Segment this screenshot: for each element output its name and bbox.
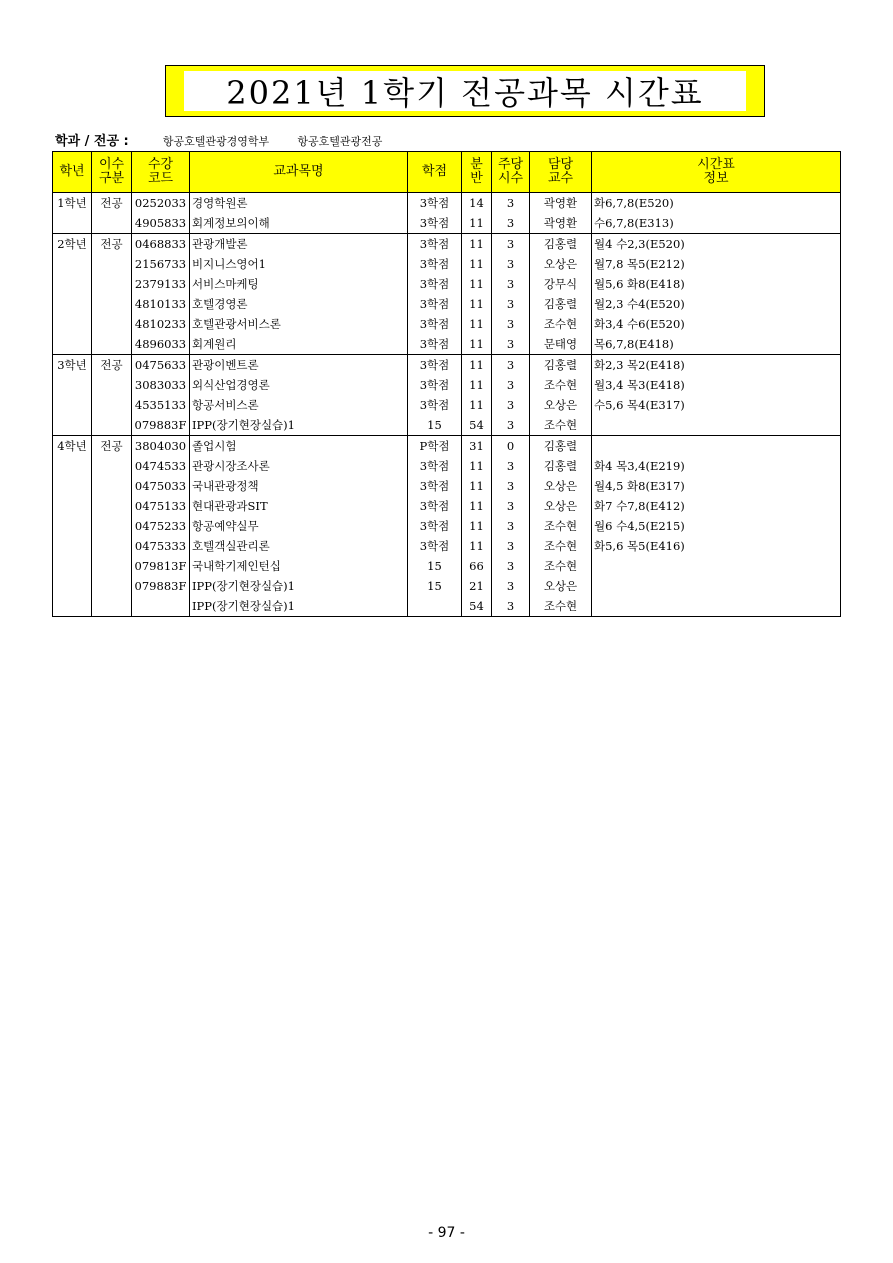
cell-schedule bbox=[592, 415, 841, 436]
cell-course-code: 3804030 bbox=[132, 436, 190, 457]
cell-weekly-hours: 3 bbox=[492, 576, 530, 596]
cell-credit: 3학점 bbox=[408, 193, 462, 214]
cell-credit: P학점 bbox=[408, 436, 462, 457]
cell-course-code: 4905833 bbox=[132, 213, 190, 234]
cell-year bbox=[53, 516, 92, 536]
cell-professor: 강무식 bbox=[530, 274, 592, 294]
cell-course-code: 079883F bbox=[132, 576, 190, 596]
cell-professor: 조수현 bbox=[530, 556, 592, 576]
cell-course-name: 항공서비스론 bbox=[190, 395, 408, 415]
header-section: 분 반 bbox=[462, 152, 492, 193]
cell-section: 11 bbox=[462, 496, 492, 516]
cell-section: 11 bbox=[462, 375, 492, 395]
cell-weekly-hours: 3 bbox=[492, 395, 530, 415]
cell-schedule: 화7 수7,8(E412) bbox=[592, 496, 841, 516]
page-number: - 97 - bbox=[428, 1225, 465, 1241]
cell-year bbox=[53, 476, 92, 496]
header-hours: 주당 시수 bbox=[492, 152, 530, 193]
cell-type: 전공 bbox=[92, 436, 132, 457]
table-row bbox=[53, 234, 841, 255]
table-row bbox=[53, 596, 841, 617]
table-row bbox=[53, 294, 841, 314]
cell-year: 2학년 bbox=[53, 234, 92, 255]
cell-course-code: 4535133 bbox=[132, 395, 190, 415]
header-professor: 담당 교수 bbox=[530, 152, 592, 193]
cell-credit: 3학점 bbox=[408, 213, 462, 234]
cell-weekly-hours: 3 bbox=[492, 415, 530, 436]
cell-professor: 조수현 bbox=[530, 596, 592, 617]
cell-year: 1학년 bbox=[53, 193, 92, 214]
cell-schedule: 월2,3 수4(E520) bbox=[592, 294, 841, 314]
cell-course-code bbox=[132, 596, 190, 617]
cell-year bbox=[53, 213, 92, 234]
cell-section: 11 bbox=[462, 254, 492, 274]
cell-course-name: 회계원리 bbox=[190, 334, 408, 355]
cell-section: 11 bbox=[462, 314, 492, 334]
cell-schedule: 월5,6 화8(E418) bbox=[592, 274, 841, 294]
cell-type bbox=[92, 456, 132, 476]
cell-year bbox=[53, 274, 92, 294]
table-row bbox=[53, 254, 841, 274]
cell-type: 전공 bbox=[92, 234, 132, 255]
table-row bbox=[53, 476, 841, 496]
table-row bbox=[53, 516, 841, 536]
cell-credit: 3학점 bbox=[408, 355, 462, 376]
cell-course-name: 관광이벤트론 bbox=[190, 355, 408, 376]
cell-course-name: 호텔관광서비스론 bbox=[190, 314, 408, 334]
cell-weekly-hours: 3 bbox=[492, 334, 530, 355]
cell-credit: 15 bbox=[408, 415, 462, 436]
cell-professor: 조수현 bbox=[530, 314, 592, 334]
cell-schedule: 목6,7,8(E418) bbox=[592, 334, 841, 355]
cell-schedule bbox=[592, 436, 841, 457]
cell-weekly-hours: 3 bbox=[492, 294, 530, 314]
cell-section: 11 bbox=[462, 213, 492, 234]
cell-weekly-hours: 3 bbox=[492, 375, 530, 395]
cell-schedule bbox=[592, 576, 841, 596]
table-row bbox=[53, 314, 841, 334]
cell-course-code: 0475233 bbox=[132, 516, 190, 536]
cell-professor: 조수현 bbox=[530, 536, 592, 556]
cell-course-name: IPP(장기현장실습)1 bbox=[190, 415, 408, 436]
cell-section: 11 bbox=[462, 456, 492, 476]
cell-weekly-hours: 3 bbox=[492, 274, 530, 294]
cell-credit: 3학점 bbox=[408, 254, 462, 274]
cell-schedule: 화5,6 목5(E416) bbox=[592, 536, 841, 556]
cell-type bbox=[92, 274, 132, 294]
cell-credit: 3학점 bbox=[408, 334, 462, 355]
header-row bbox=[53, 152, 841, 193]
cell-schedule: 화3,4 수6(E520) bbox=[592, 314, 841, 334]
cell-course-name: 비지니스영어1 bbox=[190, 254, 408, 274]
cell-weekly-hours: 3 bbox=[492, 193, 530, 214]
cell-section: 21 bbox=[462, 576, 492, 596]
cell-course-code: 4810233 bbox=[132, 314, 190, 334]
cell-course-code: 0468833 bbox=[132, 234, 190, 255]
cell-section: 11 bbox=[462, 536, 492, 556]
cell-professor: 곽영환 bbox=[530, 213, 592, 234]
cell-course-name: 관광개발론 bbox=[190, 234, 408, 255]
cell-type bbox=[92, 516, 132, 536]
cell-weekly-hours: 3 bbox=[492, 596, 530, 617]
cell-type bbox=[92, 576, 132, 596]
cell-professor: 김홍렬 bbox=[530, 294, 592, 314]
cell-type bbox=[92, 596, 132, 617]
cell-course-code: 4896033 bbox=[132, 334, 190, 355]
cell-weekly-hours: 3 bbox=[492, 496, 530, 516]
cell-course-name: 관광시장조사론 bbox=[190, 456, 408, 476]
cell-type bbox=[92, 476, 132, 496]
cell-section: 66 bbox=[462, 556, 492, 576]
cell-schedule: 월7,8 목5(E212) bbox=[592, 254, 841, 274]
cell-course-code: 0475333 bbox=[132, 536, 190, 556]
cell-section: 11 bbox=[462, 294, 492, 314]
major-name: 항공호텔관광전공 bbox=[297, 135, 383, 148]
cell-type bbox=[92, 213, 132, 234]
cell-schedule bbox=[592, 556, 841, 576]
cell-type bbox=[92, 294, 132, 314]
cell-weekly-hours: 3 bbox=[492, 213, 530, 234]
cell-course-name: 국내학기제인턴십 bbox=[190, 556, 408, 576]
cell-year bbox=[53, 254, 92, 274]
table-row bbox=[53, 576, 841, 596]
table-row bbox=[53, 436, 841, 457]
cell-course-name: 호텔객실관리론 bbox=[190, 536, 408, 556]
cell-weekly-hours: 3 bbox=[492, 355, 530, 376]
cell-course-name: 현대관광과SIT bbox=[190, 496, 408, 516]
cell-year bbox=[53, 456, 92, 476]
table-row bbox=[53, 193, 841, 214]
cell-year bbox=[53, 395, 92, 415]
table-row bbox=[53, 355, 841, 376]
cell-course-name: 서비스마케팅 bbox=[190, 274, 408, 294]
header-year: 학년 bbox=[53, 152, 92, 193]
cell-year bbox=[53, 496, 92, 516]
table-row bbox=[53, 395, 841, 415]
cell-type bbox=[92, 536, 132, 556]
cell-professor: 조수현 bbox=[530, 415, 592, 436]
cell-year bbox=[53, 596, 92, 617]
table-row bbox=[53, 274, 841, 294]
cell-type bbox=[92, 314, 132, 334]
cell-credit: 3학점 bbox=[408, 395, 462, 415]
cell-schedule: 화2,3 목2(E418) bbox=[592, 355, 841, 376]
cell-course-name: 외식산업경영론 bbox=[190, 375, 408, 395]
cell-credit: 3학점 bbox=[408, 456, 462, 476]
cell-course-name: 국내관광정책 bbox=[190, 476, 408, 496]
cell-course-name: 졸업시험 bbox=[190, 436, 408, 457]
cell-schedule: 월4,5 화8(E317) bbox=[592, 476, 841, 496]
cell-schedule: 월4 수2,3(E520) bbox=[592, 234, 841, 255]
cell-year: 4학년 bbox=[53, 436, 92, 457]
cell-credit: 3학점 bbox=[408, 375, 462, 395]
cell-schedule bbox=[592, 596, 841, 617]
cell-year bbox=[53, 314, 92, 334]
cell-weekly-hours: 3 bbox=[492, 254, 530, 274]
header-code: 수강 코드 bbox=[132, 152, 190, 193]
department-line bbox=[55, 130, 406, 149]
cell-schedule: 수5,6 목4(E317) bbox=[592, 395, 841, 415]
cell-section: 31 bbox=[462, 436, 492, 457]
cell-section: 54 bbox=[462, 415, 492, 436]
cell-professor: 김홍렬 bbox=[530, 456, 592, 476]
cell-schedule: 화6,7,8(E520) bbox=[592, 193, 841, 214]
cell-course-code: 0474533 bbox=[132, 456, 190, 476]
cell-year bbox=[53, 536, 92, 556]
table-row bbox=[53, 536, 841, 556]
cell-credit: 3학점 bbox=[408, 476, 462, 496]
cell-weekly-hours: 3 bbox=[492, 516, 530, 536]
cell-year bbox=[53, 375, 92, 395]
cell-course-name: 항공예약실무 bbox=[190, 516, 408, 536]
table-row bbox=[53, 213, 841, 234]
cell-schedule: 월3,4 목3(E418) bbox=[592, 375, 841, 395]
cell-section: 11 bbox=[462, 516, 492, 536]
cell-course-code: 4810133 bbox=[132, 294, 190, 314]
table-row bbox=[53, 556, 841, 576]
cell-course-name: IPP(장기현장실습)1 bbox=[190, 596, 408, 617]
cell-course-name: 호텔경영론 bbox=[190, 294, 408, 314]
cell-professor: 오상은 bbox=[530, 576, 592, 596]
cell-type bbox=[92, 395, 132, 415]
header-type: 이수 구분 bbox=[92, 152, 132, 193]
cell-year: 3학년 bbox=[53, 355, 92, 376]
cell-section: 11 bbox=[462, 234, 492, 255]
table-row bbox=[53, 456, 841, 476]
cell-section: 11 bbox=[462, 395, 492, 415]
cell-section: 54 bbox=[462, 596, 492, 617]
cell-professor: 문태영 bbox=[530, 334, 592, 355]
table-row bbox=[53, 496, 841, 516]
cell-type bbox=[92, 415, 132, 436]
cell-section: 11 bbox=[462, 334, 492, 355]
cell-credit: 3학점 bbox=[408, 516, 462, 536]
cell-schedule: 수6,7,8(E313) bbox=[592, 213, 841, 234]
cell-professor: 오상은 bbox=[530, 395, 592, 415]
cell-type bbox=[92, 375, 132, 395]
cell-course-code: 0475633 bbox=[132, 355, 190, 376]
title-banner bbox=[165, 65, 765, 117]
cell-course-code: 2156733 bbox=[132, 254, 190, 274]
cell-professor: 조수현 bbox=[530, 375, 592, 395]
cell-course-code: 0475133 bbox=[132, 496, 190, 516]
cell-professor: 김홍렬 bbox=[530, 234, 592, 255]
cell-credit: 3학점 bbox=[408, 294, 462, 314]
cell-section: 11 bbox=[462, 355, 492, 376]
cell-type: 전공 bbox=[92, 355, 132, 376]
cell-course-code: 079813F bbox=[132, 556, 190, 576]
cell-year bbox=[53, 294, 92, 314]
header-schedule: 시간표 정보 bbox=[592, 152, 841, 193]
cell-credit: 3학점 bbox=[408, 536, 462, 556]
cell-credit: 15 bbox=[408, 576, 462, 596]
cell-course-name: IPP(장기현장실습)1 bbox=[190, 576, 408, 596]
cell-course-code: 0475033 bbox=[132, 476, 190, 496]
cell-professor: 조수현 bbox=[530, 516, 592, 536]
cell-professor: 김홍렬 bbox=[530, 355, 592, 376]
cell-course-code: 3083033 bbox=[132, 375, 190, 395]
cell-professor: 오상은 bbox=[530, 254, 592, 274]
cell-type: 전공 bbox=[92, 193, 132, 214]
cell-year bbox=[53, 415, 92, 436]
cell-credit: 3학점 bbox=[408, 496, 462, 516]
table-row bbox=[53, 375, 841, 395]
department-label: 학과 / 전공 : bbox=[55, 134, 129, 149]
header-credit: 학점 bbox=[408, 152, 462, 193]
cell-type bbox=[92, 254, 132, 274]
cell-weekly-hours: 3 bbox=[492, 536, 530, 556]
cell-type bbox=[92, 496, 132, 516]
cell-type bbox=[92, 556, 132, 576]
cell-credit: 3학점 bbox=[408, 314, 462, 334]
cell-section: 11 bbox=[462, 476, 492, 496]
cell-weekly-hours: 0 bbox=[492, 436, 530, 457]
timetable bbox=[52, 151, 841, 617]
cell-weekly-hours: 3 bbox=[492, 234, 530, 255]
page-title: 2021년 1학기 전공과목 시간표 bbox=[184, 71, 746, 111]
cell-professor: 곽영환 bbox=[530, 193, 592, 214]
cell-weekly-hours: 3 bbox=[492, 314, 530, 334]
cell-weekly-hours: 3 bbox=[492, 556, 530, 576]
cell-schedule: 월6 수4,5(E215) bbox=[592, 516, 841, 536]
cell-course-name: 회계정보의이해 bbox=[190, 213, 408, 234]
cell-credit: 3학점 bbox=[408, 274, 462, 294]
cell-professor: 오상은 bbox=[530, 496, 592, 516]
table-row bbox=[53, 415, 841, 436]
table-row bbox=[53, 334, 841, 355]
cell-course-code: 079883F bbox=[132, 415, 190, 436]
cell-course-code: 0252033 bbox=[132, 193, 190, 214]
cell-professor: 오상은 bbox=[530, 476, 592, 496]
cell-weekly-hours: 3 bbox=[492, 456, 530, 476]
cell-year bbox=[53, 556, 92, 576]
college-name: 항공호텔관광경영학부 bbox=[162, 135, 270, 148]
cell-course-code: 2379133 bbox=[132, 274, 190, 294]
cell-section: 14 bbox=[462, 193, 492, 214]
cell-credit bbox=[408, 596, 462, 617]
cell-credit: 15 bbox=[408, 556, 462, 576]
cell-schedule: 화4 목3,4(E219) bbox=[592, 456, 841, 476]
cell-weekly-hours: 3 bbox=[492, 476, 530, 496]
cell-credit: 3학점 bbox=[408, 234, 462, 255]
cell-section: 11 bbox=[462, 274, 492, 294]
cell-type bbox=[92, 334, 132, 355]
cell-course-name: 경영학원론 bbox=[190, 193, 408, 214]
cell-professor: 김홍렬 bbox=[530, 436, 592, 457]
header-course-name: 교과목명 bbox=[190, 152, 408, 193]
cell-year bbox=[53, 576, 92, 596]
cell-year bbox=[53, 334, 92, 355]
